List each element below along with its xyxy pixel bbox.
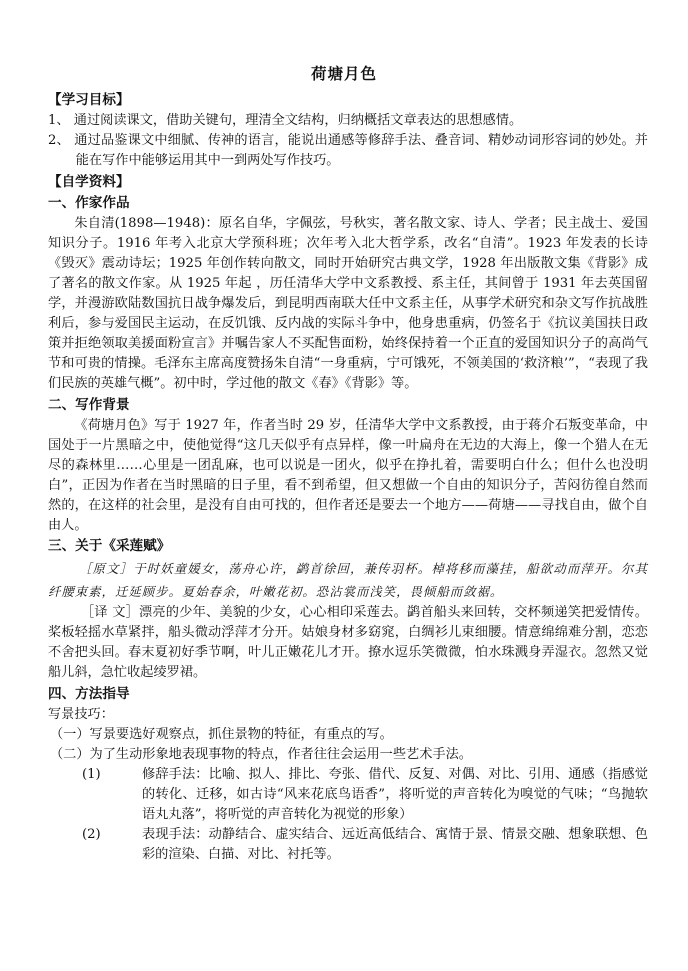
document-title: 荷塘月色	[310, 64, 377, 83]
learning-goals-header: 【学习目标】	[48, 92, 130, 108]
author-paragraph: 朱自清(1898—1948)：原名自华，字佩弦，号秋实，著名散文家、诗人、学者；民主战士、爱国知识分子。1916 年考入北京大学预科班；次年考入北大哲学系，改名“自清”。1923 年发表的长诗《毁灭》震动诗坛；1925 年创作转向散文，同时开始研究古典文学，1928 年出版散文集《背影》成了著名的散文作家。从 1925 年起 ，历任清华大学中文系教授、系主任，其间曾于 1931 年去英国留学，并漫游欧陆数国抗日战争爆发后，到昆明西南联大任中文系主任，从事学术研究和杂文写作抗战胜利后，参与爱国民主运动，在反饥饿、反内战的实际斗争中，他身患重病，仍签名于《抗议美国扶日政策并拒绝领取美援面粉宣言》并嘱告家人不买配售面粉，始终保持着一个正直的爱国知识分子的高尚气节和可贵的情操。毛泽东主席高度赞扬朱自清“一身重病，宁可饿死，不领美国的‘救济粮’”，“表现了我们民族的英雄气概”。初中时，学过他的散文《春》《背影》等。	[48, 216, 648, 391]
subitem-number: (2)	[82, 827, 101, 842]
method-section-header: 四、方法指导	[48, 686, 130, 702]
goal-item-2: 2、 通过品鉴课文中细腻、传神的语言，能说出通感等修辞手法、叠音词、精妙动词形容词的妙处。并能在写作中能够运用其中一到两处写作技巧。	[48, 133, 648, 168]
method-point-2: （二）为了生动形象地表现事物的特点，作者往往会运用一些艺术手法。	[50, 747, 472, 762]
background-section-header: 二、写作背景	[48, 397, 130, 413]
method-subitem	[48, 825, 648, 865]
subitem-text: 表现手法：动静结合、虚实结合、远近高低结合、寓情于景、情景交融、想象联想、色彩的渲染、白描、对比、衬托等。	[142, 827, 648, 862]
poem-original-text: ［原文］于时妖童媛女，荡舟心许，鹢首徐回，兼传羽杯。棹将移而藻挂，船欲动而萍开。尔其纤腰束素，迁延顾步。夏始春余，叶嫩花初。恐沾裳而浅笑，畏倾船而敛裾。	[48, 561, 648, 599]
method-intro: 写景技巧：	[48, 707, 114, 722]
subitem-number: (1)	[82, 767, 101, 782]
poem-translation-text: ［译 文］漂亮的少年、美貌的少女，心心相印采莲去。鹢首船头来回转，交杯频递笑把爱情传。桨板轻摇水草紧拌，船头微动浮萍才分开。姑娘身材多窈窕，白绸衫儿束细腰。情意绵绵难分割，恋恋不舍把头回。春末夏初好季节啊，叶儿正嫩花儿才开。撩水逗乐笑微微，怕水珠溅身弄湿衣。忽然又觉船儿斜，急忙收起绫罗裙。	[48, 605, 648, 680]
document-body	[48, 90, 648, 865]
background-paragraph: 《荷塘月色》写于 1927 年，作者当时 29 岁，任清华大学中文系教授，由于蒋介石叛变革命，中国处于一片黑暗之中，使他觉得“这几天似乎有点异样，像一叶扁舟在无边的大海上，像一个猎人在无尽的森林里……心里是一团乱麻，也可以说是一团火，似乎在挣扎着，需要明白什么；但什么也没明白”，正因为作者在当时黑暗的日子里，看不到希望，但又想做一个自由的知识分子，苦闷彷徨自然而然的，在这样的社会里，是没有自由可找的，但作者还是要去一个地方——荷塘——寻找自由，做个自由人。	[48, 418, 648, 533]
method-subitem	[48, 765, 648, 825]
self-study-header: 【自学资料】	[48, 174, 130, 190]
subitem-text: 修辞手法：比喻、拟人、排比、夸张、借代、反复、对偶、对比、引用、通感（指感觉的转化、迁移，如古诗“风来花底鸟语香”，将听觉的声音转化为嗅觉的气味；“鸟抛软语丸丸落”，将听觉的声音转化为视觉的形象）	[142, 767, 648, 822]
author-section-header: 一、作家作品	[48, 195, 130, 211]
goal-item-1: 1、 通过阅读课文，借助关键句，理清全文结构，归纳概括文章表达的思想感情。	[48, 113, 523, 128]
method-point-1: （一）写景要选好观察点，抓住景物的特征，有重点的写。	[50, 727, 393, 742]
poem-section-header: 三、关于《采莲赋》	[48, 538, 171, 554]
